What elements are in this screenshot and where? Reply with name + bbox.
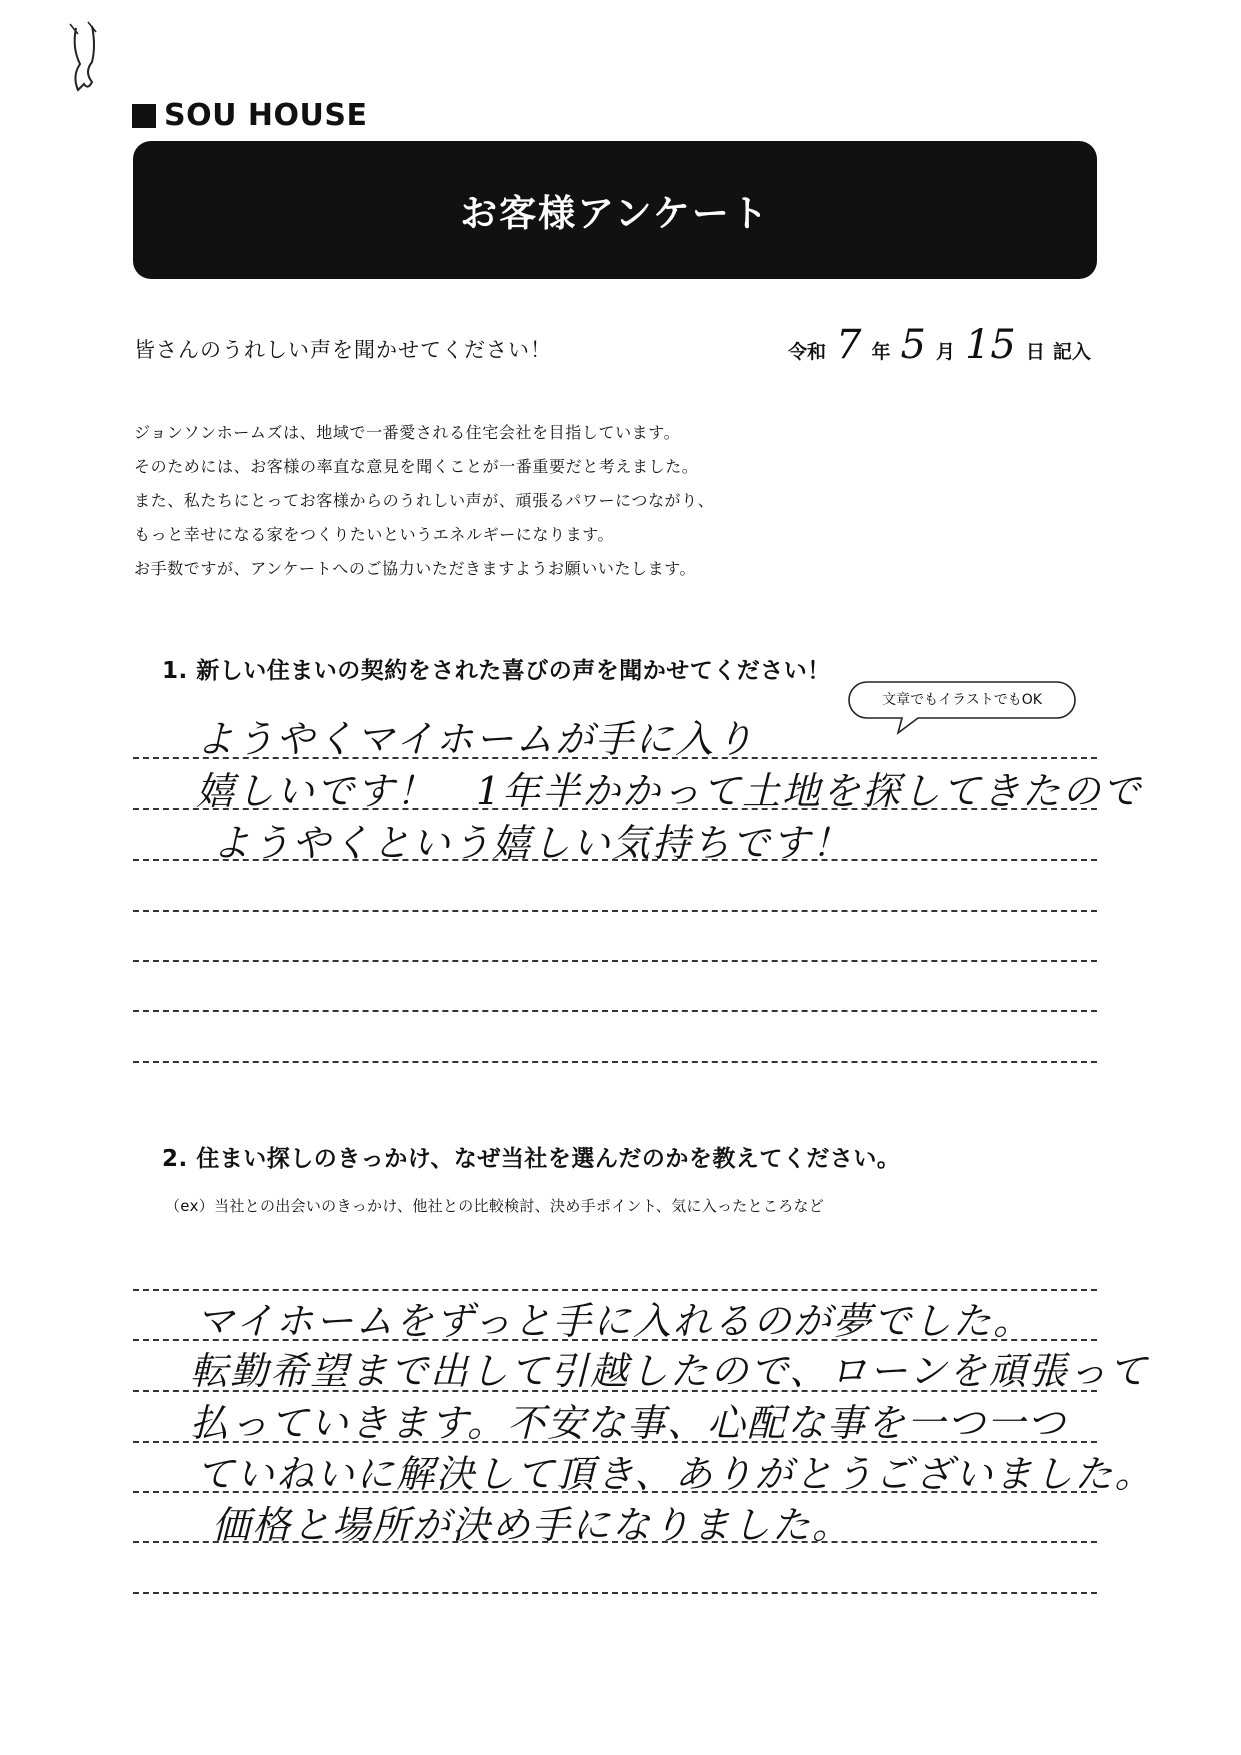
brand-name: SOU HOUSE <box>164 98 368 133</box>
handwritten-answer-line: 転勤希望まで出して引越したので、ローンを頑張って <box>190 1349 1149 1393</box>
handwritten-answer-line: 価格と場所が決め手になりました。 <box>212 1503 853 1547</box>
date-suffix: 記入 <box>1052 341 1091 363</box>
date-era: 令和 <box>788 341 827 363</box>
date-month-label: 月 <box>935 341 955 363</box>
handwritten-answer-line: 嬉しいです！ 1年半かかって土地を探してきたので <box>196 769 1143 813</box>
brand-square-icon <box>132 104 156 128</box>
answer-line <box>133 910 1097 912</box>
brand-logo <box>132 98 367 133</box>
answer-line <box>133 960 1097 962</box>
date-day-label: 日 <box>1025 341 1045 363</box>
subtitle: 皆さんのうれしい声を聞かせてください！ <box>134 338 552 362</box>
intro-text <box>134 416 714 586</box>
handwritten-answer-line: ていねいに解決して頂き、ありがとうございました。 <box>196 1452 1155 1496</box>
answer-line <box>133 1592 1097 1594</box>
handwritten-answer-line: ようやくという嬉しい気持ちです！ <box>212 821 852 865</box>
corner-scribble-icon <box>62 18 106 98</box>
title-banner <box>133 141 1097 279</box>
handwritten-answer-line: ようやくマイホームが手に入り <box>196 717 756 761</box>
date-month-value: 5 <box>900 322 926 368</box>
intro-line: もっと幸せになる家をつくりたいというエネルギーになります。 <box>134 525 615 544</box>
date-day-value: 15 <box>964 322 1016 368</box>
question2-example: （ex）当社との出会いのきっかけ、他社との比較検討、決め手ポイント、気に入ったところなど <box>165 1197 825 1215</box>
date-field <box>788 322 1091 368</box>
date-year-value: 7 <box>836 322 862 368</box>
page-title: お客様アンケート <box>460 192 770 235</box>
intro-line: また、私たちにとってお客様からのうれしい声が、頑張るパワーにつながり、 <box>134 491 715 510</box>
intro-line: そのためには、お客様の率直な意見を聞くことが一番重要だと考えました。 <box>134 457 699 476</box>
intro-line: ジョンソンホームズは、地域で一番愛される住宅会社を目指しています。 <box>134 423 681 442</box>
handwritten-answer-line: マイホームをずっと手に入れるのが夢でした。 <box>196 1299 1033 1343</box>
answer-line <box>133 1010 1097 1012</box>
intro-line: お手数ですが、アンケートへのご協力いただきますようお願いいたします。 <box>134 559 697 578</box>
answer-line <box>133 1061 1097 1063</box>
hint-bubble <box>848 681 1076 719</box>
hint-bubble-text: 文章でもイラストでもOK <box>882 692 1042 708</box>
handwritten-answer-line: 払っていきます。不安な事、心配な事を一つ一つ <box>190 1401 1067 1445</box>
question2-heading: 2. 住まい探しのきっかけ、なぜ当社を選んだのかを教えてください。 <box>162 1146 901 1172</box>
question1-heading: 1. 新しい住まいの契約をされた喜びの声を聞かせてください！ <box>162 658 831 684</box>
date-year-label: 年 <box>871 341 891 363</box>
